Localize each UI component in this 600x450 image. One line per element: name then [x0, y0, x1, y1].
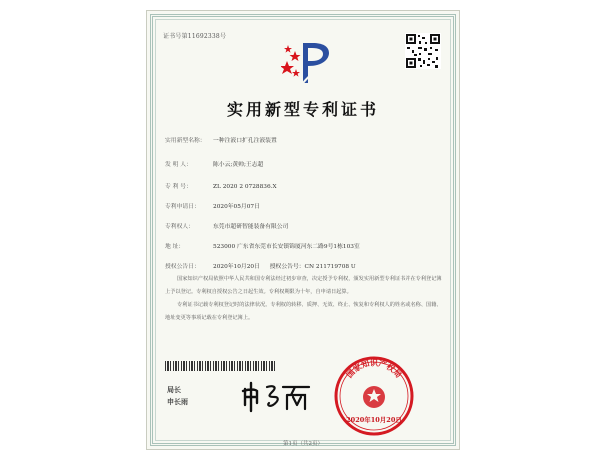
page-number: 第1页（共2页） [283, 441, 323, 447]
field-value: 一种注液口扩孔注液装置 [213, 138, 277, 144]
field-value: 陈小云;黄帅;王志超 [213, 162, 264, 168]
director-title: 局长 [167, 386, 181, 394]
field-application-date [165, 201, 260, 210]
field-patent-number [165, 181, 277, 190]
field-label: 专 利 号： [165, 184, 192, 190]
barcode-icon [165, 361, 277, 371]
field-value: 东莞市超研智能装备有限公司 [213, 224, 289, 230]
cnipa-logo-icon [281, 39, 331, 85]
field-grant-date [165, 261, 356, 270]
field-label: 专利申请日： [165, 204, 200, 210]
grant-publication-number: 授权公告号：CN 211719708 U [269, 264, 356, 270]
certificate-title: 实用新型专利证书 [226, 100, 379, 119]
certificate-number: 证书号第11692338号 [163, 33, 227, 40]
field-inventors [165, 159, 263, 168]
field-patentee [165, 221, 288, 230]
official-seal-icon [333, 355, 415, 437]
field-label: 授权公告日： [165, 264, 200, 270]
field-value: 523000 广东省东莞市长安镇锦厦河东二路9号1栋103室 [213, 244, 360, 250]
signature-icon [239, 379, 315, 413]
field-label: 实用新型名称： [165, 138, 206, 144]
field-value: ZL 2020 2 0728836.X [213, 184, 277, 190]
field-address [165, 241, 360, 250]
field-value: 2020年05月07日 [213, 204, 260, 210]
patent-certificate [146, 10, 460, 450]
field-label: 专利权人： [165, 224, 194, 230]
field-utility-model-name [165, 135, 277, 144]
field-value: 2020年10月20日 [213, 264, 260, 270]
body-paragraph: 专利证书记载专利权登记时的法律状况。专利权的转移、质押、无效、终止、恢复和专利权人的姓名或名称、国籍、地址变更等事项记载在专利登记簿上。 [165, 302, 442, 321]
field-label: 发 明 人： [165, 162, 192, 168]
certificate-body-text [165, 273, 443, 325]
body-paragraph: 国家知识产权局依照中华人民共和国专利法经过初步审查，决定授予专利权，颁发实用新型专利证书并在专利登记簿上予以登记。专利权自授权公告之日起生效。专利权期限为十年，自申请日起算。 [165, 276, 442, 295]
seal-text: 国家知识产权局 [344, 357, 404, 380]
qr-code-icon [405, 33, 441, 69]
svg-text:国家知识产权局 [344, 358, 404, 380]
field-label: 地 址： [165, 244, 185, 250]
seal-date: 2020年10月20日 [346, 416, 402, 424]
director-name: 申长雨 [167, 398, 188, 406]
